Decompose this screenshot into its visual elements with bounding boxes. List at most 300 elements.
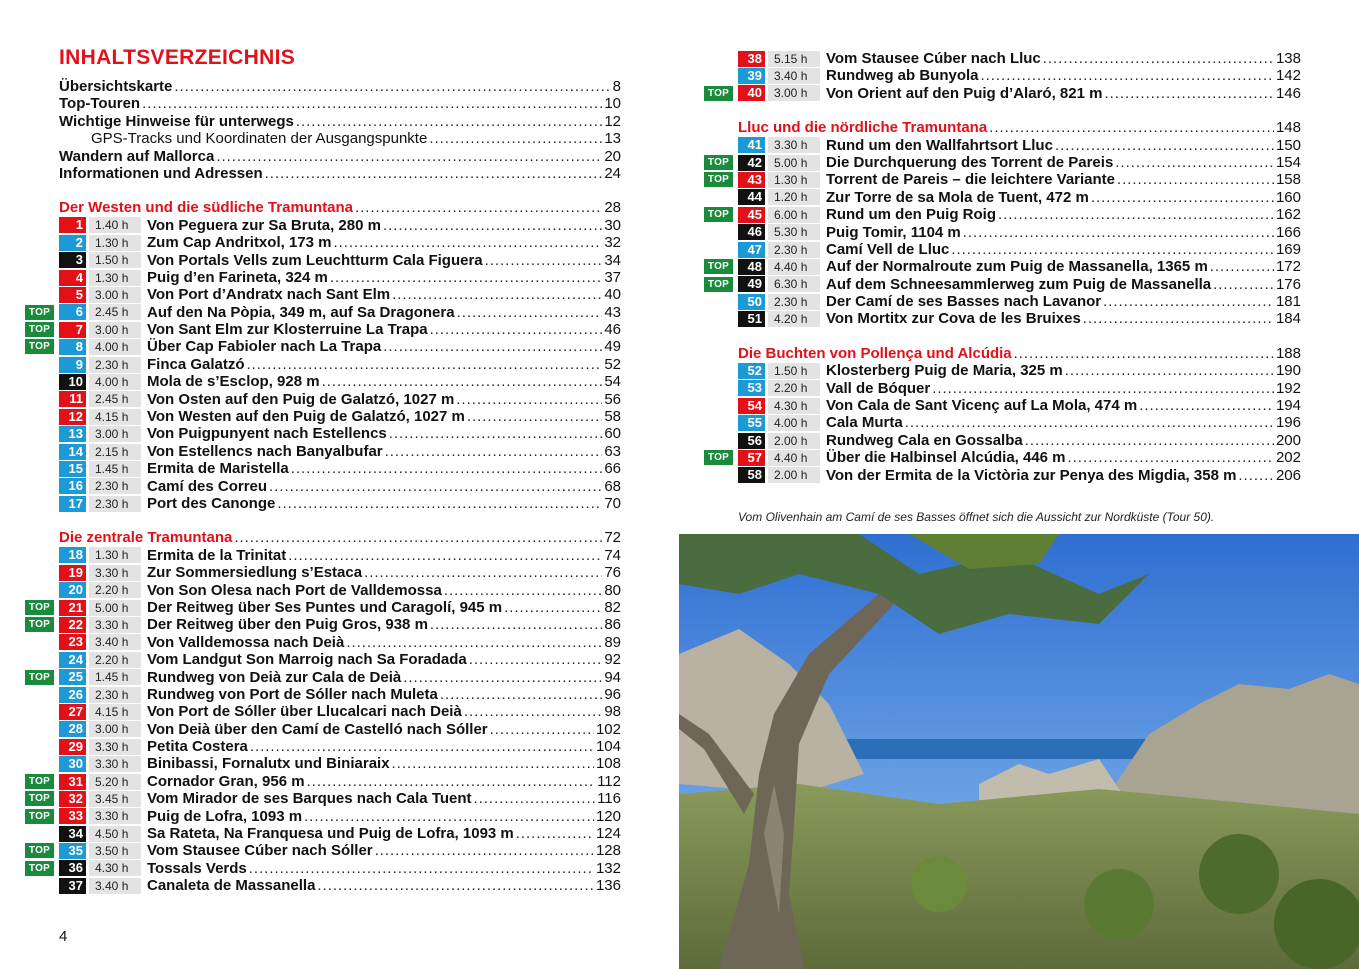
dot-leader bbox=[464, 703, 603, 720]
tour-number: 10 bbox=[59, 374, 86, 390]
tour-row bbox=[59, 425, 621, 442]
tour-number: 16 bbox=[59, 478, 86, 494]
entry-title: Camí des Correu bbox=[147, 477, 268, 495]
tour-number: 52 bbox=[738, 363, 765, 379]
entry-page: 202 bbox=[1275, 449, 1301, 467]
tour-duration: 4.30 h bbox=[89, 860, 141, 876]
tour-row bbox=[707, 171, 1301, 189]
entry-title: Sa Rateta, Na Franquesa und Puig de Lofra, 1093 m bbox=[147, 825, 514, 843]
dot-leader bbox=[403, 669, 602, 686]
tour-row bbox=[28, 842, 621, 860]
dot-leader bbox=[1055, 137, 1274, 154]
spacer bbox=[59, 182, 621, 199]
tour-number: 29 bbox=[59, 739, 86, 755]
entry-page: 206 bbox=[1275, 466, 1301, 484]
entry-title: Vall de Bóquer bbox=[826, 379, 931, 397]
tour-row bbox=[28, 859, 621, 877]
entry-title: Canaleta de Massanella bbox=[147, 877, 316, 895]
entry-page: 70 bbox=[604, 494, 621, 512]
dot-leader bbox=[1014, 345, 1274, 362]
tour-row bbox=[59, 495, 621, 512]
tour-row bbox=[59, 269, 621, 286]
entry-title: Torrent de Pareis – die leichtere Variante bbox=[826, 171, 1116, 189]
tour-number: 57 bbox=[738, 450, 765, 466]
tour-number: 27 bbox=[59, 704, 86, 720]
tour-row bbox=[738, 137, 1301, 154]
entry-page: 8 bbox=[612, 78, 621, 95]
dot-leader bbox=[457, 304, 603, 321]
tour-number: 5 bbox=[59, 287, 86, 303]
entry-page: 56 bbox=[604, 390, 621, 408]
entry-page: 20 bbox=[604, 147, 621, 165]
entry-page: 63 bbox=[604, 442, 621, 460]
tour-row bbox=[59, 373, 621, 390]
tour-row bbox=[59, 286, 621, 303]
tour-row bbox=[59, 651, 621, 668]
tour-duration: 1.30 h bbox=[89, 270, 141, 286]
dot-leader bbox=[1068, 449, 1274, 466]
tour-number: 46 bbox=[738, 224, 765, 240]
tour-number: 23 bbox=[59, 634, 86, 650]
top-badge: TOP bbox=[704, 277, 733, 292]
dot-leader bbox=[485, 252, 603, 269]
tour-duration: 3.00 h bbox=[89, 322, 141, 338]
entry-page: 166 bbox=[1275, 223, 1301, 241]
tour-row bbox=[707, 449, 1301, 467]
entry-title: Der Reitweg über Ses Puntes und Caragolí, 945 m bbox=[147, 598, 503, 616]
dot-leader bbox=[234, 529, 602, 546]
tour-number: 32 bbox=[59, 791, 86, 807]
section-heading bbox=[738, 119, 1301, 136]
dot-leader bbox=[269, 478, 602, 495]
entry-page: 28 bbox=[604, 199, 621, 217]
entry-title: Von Westen auf den Puig de Galatzó, 1027 m bbox=[147, 408, 465, 426]
entry-page: 32 bbox=[604, 234, 621, 252]
dot-leader bbox=[430, 616, 602, 633]
top-badge: TOP bbox=[704, 155, 733, 170]
tour-row bbox=[707, 258, 1301, 276]
tour-duration: 5.15 h bbox=[768, 51, 820, 67]
tour-number: 35 bbox=[59, 843, 86, 859]
tour-row bbox=[59, 755, 621, 772]
tour-row bbox=[59, 547, 621, 564]
entry-title: Vom Landgut Son Marroig nach Sa Foradada bbox=[147, 651, 467, 669]
tour-duration: 3.30 h bbox=[89, 739, 141, 755]
dot-leader bbox=[504, 599, 602, 616]
entry-page: 86 bbox=[604, 616, 621, 634]
tour-row bbox=[59, 443, 621, 460]
toc-subentry bbox=[59, 130, 621, 147]
tour-number: 30 bbox=[59, 756, 86, 772]
tour-duration: 2.20 h bbox=[768, 380, 820, 396]
page-number: 4 bbox=[59, 928, 68, 945]
dot-leader bbox=[383, 217, 602, 234]
tour-number: 42 bbox=[738, 155, 765, 171]
tour-duration: 3.45 h bbox=[89, 791, 141, 807]
dot-leader bbox=[951, 241, 1274, 258]
dot-leader bbox=[265, 165, 603, 182]
tour-number: 48 bbox=[738, 259, 765, 275]
top-badge: TOP bbox=[25, 322, 54, 337]
tour-row bbox=[59, 582, 621, 599]
entry-title: Zur Torre de sa Mola de Tuent, 472 m bbox=[826, 188, 1089, 206]
tour-duration: 4.20 h bbox=[768, 311, 820, 327]
tour-duration: 2.20 h bbox=[89, 652, 141, 668]
entry-page: 120 bbox=[595, 807, 621, 825]
dot-leader bbox=[291, 460, 603, 477]
entry-title: Von Osten auf den Puig de Galatzó, 1027 m bbox=[147, 390, 455, 408]
tour-number: 33 bbox=[59, 808, 86, 824]
entry-title: Von Deià über den Camí de Castelló nach Sóller bbox=[147, 720, 488, 738]
tour-duration: 5.20 h bbox=[89, 774, 141, 790]
entry-page: 12 bbox=[604, 112, 621, 130]
entry-title: Camí Vell de Lluc bbox=[826, 240, 950, 258]
entry-page: 60 bbox=[604, 425, 621, 443]
entry-page: 98 bbox=[604, 703, 621, 721]
entry-title: Cornador Gran, 956 m bbox=[147, 772, 305, 790]
entry-title: Auf der Normalroute zum Puig de Massanella, 1365 m bbox=[826, 258, 1208, 276]
tour-number: 7 bbox=[59, 322, 86, 338]
entry-page: 190 bbox=[1275, 362, 1301, 380]
top-badge: TOP bbox=[704, 259, 733, 274]
tour-duration: 2.30 h bbox=[768, 294, 820, 310]
tour-number: 21 bbox=[59, 600, 86, 616]
tour-duration: 3.00 h bbox=[89, 287, 141, 303]
tour-duration: 1.50 h bbox=[768, 363, 820, 379]
tour-duration: 4.00 h bbox=[768, 415, 820, 431]
tour-row bbox=[738, 293, 1301, 310]
tour-number: 22 bbox=[59, 617, 86, 633]
top-badge: TOP bbox=[25, 861, 54, 876]
top-badge: TOP bbox=[25, 339, 54, 354]
tour-number: 58 bbox=[738, 467, 765, 483]
entry-page: 54 bbox=[604, 373, 621, 391]
entry-page: 196 bbox=[1275, 414, 1301, 432]
tour-duration: 1.30 h bbox=[89, 235, 141, 251]
tour-number: 41 bbox=[738, 137, 765, 153]
tour-row bbox=[707, 275, 1301, 293]
entry-page: 43 bbox=[604, 303, 621, 321]
dot-leader bbox=[385, 443, 603, 460]
dot-leader bbox=[330, 269, 602, 286]
top-badge: TOP bbox=[704, 86, 733, 101]
tour-duration: 1.20 h bbox=[768, 189, 820, 205]
tour-row bbox=[707, 84, 1301, 102]
dot-leader bbox=[1139, 397, 1274, 414]
entry-title: Rund um den Wallfahrtsort Lluc bbox=[826, 136, 1053, 154]
tour-row bbox=[738, 241, 1301, 258]
dot-leader bbox=[1043, 50, 1274, 67]
entry-page: 128 bbox=[595, 842, 621, 860]
tour-duration: 5.00 h bbox=[768, 155, 820, 171]
tour-number: 34 bbox=[59, 826, 86, 842]
top-badge: TOP bbox=[25, 843, 54, 858]
entry-page: 200 bbox=[1275, 431, 1301, 449]
tour-row bbox=[738, 67, 1301, 84]
entry-title: Von der Ermita de la Victòria zur Penya des Migdia, 358 m bbox=[826, 466, 1237, 484]
tour-duration: 2.15 h bbox=[89, 444, 141, 460]
tour-row bbox=[28, 772, 621, 790]
tour-duration: 3.30 h bbox=[89, 808, 141, 824]
tour-duration: 3.00 h bbox=[768, 85, 820, 101]
top-badge: TOP bbox=[25, 809, 54, 824]
tour-number: 26 bbox=[59, 687, 86, 703]
entry-page: 104 bbox=[595, 738, 621, 756]
dot-leader bbox=[440, 686, 602, 703]
entry-page: 162 bbox=[1275, 206, 1301, 224]
top-badge: TOP bbox=[25, 305, 54, 320]
entry-page: 82 bbox=[604, 598, 621, 616]
dot-leader bbox=[249, 860, 594, 877]
tour-row bbox=[59, 686, 621, 703]
tour-number: 31 bbox=[59, 774, 86, 790]
entry-title: Lluc und die nördliche Tramuntana bbox=[738, 119, 988, 137]
entry-page: 132 bbox=[595, 859, 621, 877]
tour-number: 25 bbox=[59, 669, 86, 685]
tour-number: 51 bbox=[738, 311, 765, 327]
entry-page: 13 bbox=[604, 130, 621, 148]
dot-leader bbox=[490, 721, 594, 738]
entry-page: 89 bbox=[604, 633, 621, 651]
tour-duration: 3.30 h bbox=[89, 565, 141, 581]
tour-number: 56 bbox=[738, 433, 765, 449]
entry-title: Klosterberg Puig de Maria, 325 m bbox=[826, 362, 1063, 380]
tour-row bbox=[59, 217, 621, 234]
dot-leader bbox=[932, 380, 1274, 397]
dot-leader bbox=[467, 408, 602, 425]
tour-number: 39 bbox=[738, 68, 765, 84]
entry-page: 146 bbox=[1275, 84, 1301, 102]
tour-number: 11 bbox=[59, 391, 86, 407]
tour-duration: 2.00 h bbox=[768, 433, 820, 449]
entry-title: Von Orient auf den Puig d’Alaró, 821 m bbox=[826, 84, 1103, 102]
tour-row bbox=[59, 460, 621, 477]
tour-number: 17 bbox=[59, 496, 86, 512]
entry-title: Von Port de Sóller über Llucalcari nach Deià bbox=[147, 703, 462, 721]
entry-page: 124 bbox=[595, 825, 621, 843]
section-heading bbox=[738, 345, 1301, 362]
tour-row bbox=[28, 303, 621, 321]
entry-title: Zur Sommersiedlung s’Estaca bbox=[147, 564, 363, 582]
entry-page: 184 bbox=[1275, 310, 1301, 328]
toc-list-right bbox=[707, 50, 1301, 484]
tour-row bbox=[59, 721, 621, 738]
entry-title: Auf dem Schneesammlerweg zum Puig de Massanella bbox=[826, 275, 1212, 293]
entry-page: 74 bbox=[604, 546, 621, 564]
tour-number: 43 bbox=[738, 172, 765, 188]
entry-title: Über Cap Fabioler nach La Trapa bbox=[147, 338, 382, 356]
dot-leader bbox=[1091, 189, 1274, 206]
tour-duration: 2.30 h bbox=[768, 242, 820, 258]
entry-title: Petita Costera bbox=[147, 738, 248, 756]
tour-duration: 4.40 h bbox=[768, 259, 820, 275]
dot-leader bbox=[346, 634, 602, 651]
dot-leader bbox=[963, 224, 1274, 241]
tour-duration: 3.40 h bbox=[89, 634, 141, 650]
dot-leader bbox=[333, 234, 602, 251]
dot-leader bbox=[142, 95, 602, 112]
tour-duration: 3.40 h bbox=[768, 68, 820, 84]
tour-duration: 5.30 h bbox=[768, 224, 820, 240]
entry-page: 192 bbox=[1275, 379, 1301, 397]
entry-page: 138 bbox=[1275, 50, 1301, 67]
entry-page: 148 bbox=[1275, 119, 1301, 137]
dot-leader bbox=[474, 790, 596, 807]
dot-leader bbox=[1115, 154, 1274, 171]
entry-title: Cala Murta bbox=[826, 414, 903, 432]
tour-number: 28 bbox=[59, 721, 86, 737]
entry-title: Die Durchquerung des Torrent de Pareis bbox=[826, 153, 1114, 171]
top-badge: TOP bbox=[25, 617, 54, 632]
entry-title: Der Reitweg über den Puig Gros, 938 m bbox=[147, 616, 428, 634]
dot-leader bbox=[989, 119, 1274, 136]
tour-row bbox=[59, 634, 621, 651]
entry-page: 181 bbox=[1275, 293, 1301, 311]
entry-title: Top-Touren bbox=[59, 95, 141, 113]
dot-leader bbox=[516, 825, 594, 842]
entry-page: 94 bbox=[604, 668, 621, 686]
entry-title: Tossals Verds bbox=[147, 859, 247, 877]
tour-duration: 2.20 h bbox=[89, 582, 141, 598]
entry-page: 112 bbox=[597, 772, 621, 790]
entry-page: 108 bbox=[595, 755, 621, 773]
dot-leader bbox=[456, 391, 602, 408]
tour-duration: 2.30 h bbox=[89, 687, 141, 703]
entry-title: Vom Stausee Cúber nach Sóller bbox=[147, 842, 373, 860]
entry-page: 116 bbox=[597, 790, 621, 808]
dot-leader bbox=[430, 321, 603, 338]
tour-duration: 1.50 h bbox=[89, 252, 141, 268]
dot-leader bbox=[304, 808, 594, 825]
tour-row bbox=[738, 380, 1301, 397]
entry-title: Von Port d’Andratx nach Sant Elm bbox=[147, 286, 391, 304]
tour-number: 14 bbox=[59, 444, 86, 460]
tour-number: 55 bbox=[738, 415, 765, 431]
entry-title: Ermita de Maristella bbox=[147, 460, 289, 478]
entry-title: Auf den Na Pòpia, 349 m, auf Sa Dragonera bbox=[147, 303, 455, 321]
entry-page: 24 bbox=[604, 164, 621, 182]
dot-leader bbox=[1117, 171, 1274, 188]
top-badge: TOP bbox=[25, 774, 54, 789]
tour-row bbox=[59, 825, 621, 842]
entry-title: Puig de Lofra, 1093 m bbox=[147, 807, 303, 825]
entry-page: 158 bbox=[1275, 171, 1301, 189]
tour-duration: 2.30 h bbox=[89, 478, 141, 494]
entry-page: 40 bbox=[604, 286, 621, 304]
tour-number: 8 bbox=[59, 339, 86, 355]
entry-page: 160 bbox=[1275, 188, 1301, 206]
dot-leader bbox=[355, 199, 602, 216]
entry-title: Wandern auf Mallorca bbox=[59, 147, 215, 165]
dot-leader bbox=[905, 414, 1274, 431]
dot-leader bbox=[392, 755, 594, 772]
tour-number: 53 bbox=[738, 380, 765, 396]
tour-number: 4 bbox=[59, 270, 86, 286]
tour-row bbox=[59, 408, 621, 425]
tour-row bbox=[738, 397, 1301, 414]
tour-duration: 5.00 h bbox=[89, 600, 141, 616]
entry-page: 92 bbox=[604, 651, 621, 669]
dot-leader bbox=[375, 842, 594, 859]
entry-page: 52 bbox=[604, 355, 621, 373]
tour-duration: 3.00 h bbox=[89, 426, 141, 442]
tour-duration: 4.00 h bbox=[89, 339, 141, 355]
top-badge: TOP bbox=[704, 450, 733, 465]
spacer bbox=[738, 328, 1301, 345]
entry-page: 150 bbox=[1275, 136, 1301, 154]
entry-title: Der Camí de ses Basses nach Lavanor bbox=[826, 293, 1102, 311]
top-badge: TOP bbox=[25, 600, 54, 615]
tour-number: 20 bbox=[59, 582, 86, 598]
entry-page: 72 bbox=[604, 529, 621, 547]
tour-number: 45 bbox=[738, 207, 765, 223]
toc-entry bbox=[59, 165, 621, 182]
tour-row bbox=[738, 50, 1301, 67]
tour-row bbox=[59, 703, 621, 720]
tour-number: 44 bbox=[738, 189, 765, 205]
entry-title: Puig Tomir, 1104 m bbox=[826, 223, 961, 241]
entry-title: GPS-Tracks und Koordinaten der Ausgangspunkte bbox=[91, 130, 428, 148]
entry-page: 80 bbox=[604, 581, 621, 599]
dot-leader bbox=[322, 373, 603, 390]
dot-leader bbox=[1065, 362, 1274, 379]
tour-duration: 4.50 h bbox=[89, 826, 141, 842]
photo-caption: Vom Olivenhain am Camí de ses Basses öffnet sich die Aussicht zur Nordküste (Tour 50). bbox=[738, 510, 1215, 524]
dot-leader bbox=[364, 564, 602, 581]
tour-number: 19 bbox=[59, 565, 86, 581]
tour-number: 6 bbox=[59, 304, 86, 320]
dot-leader bbox=[296, 113, 602, 130]
tour-row bbox=[738, 467, 1301, 484]
landscape-photo bbox=[679, 534, 1359, 969]
tour-number: 18 bbox=[59, 547, 86, 563]
entry-title: Finca Galatzó bbox=[147, 355, 245, 373]
entry-page: 58 bbox=[604, 408, 621, 426]
entry-title: Die Buchten von Pollença und Alcúdia bbox=[738, 344, 1012, 362]
entry-title: Vom Mirador de ses Barques nach Cala Tuent bbox=[147, 790, 472, 808]
tour-number: 2 bbox=[59, 235, 86, 251]
toc-entry bbox=[59, 148, 621, 165]
entry-title: Von Puigpunyent nach Estellencs bbox=[147, 425, 387, 443]
tour-duration: 4.15 h bbox=[89, 704, 141, 720]
entry-page: 154 bbox=[1275, 153, 1301, 171]
entry-title: Über die Halbinsel Alcúdia, 446 m bbox=[826, 449, 1066, 467]
tour-row bbox=[59, 738, 621, 755]
entry-title: Von Portals Vells zum Leuchtturm Cala Figuera bbox=[147, 251, 483, 269]
entry-page: 76 bbox=[604, 564, 621, 582]
entry-title: Zum Cap Andritxol, 173 m bbox=[147, 234, 332, 252]
dot-leader bbox=[389, 425, 603, 442]
dot-leader bbox=[247, 356, 603, 373]
top-badge: TOP bbox=[704, 207, 733, 222]
tour-number: 50 bbox=[738, 294, 765, 310]
tour-number: 15 bbox=[59, 461, 86, 477]
tour-duration: 3.30 h bbox=[768, 137, 820, 153]
tour-duration: 2.30 h bbox=[89, 357, 141, 373]
top-badge: TOP bbox=[704, 172, 733, 187]
tour-duration: 3.30 h bbox=[89, 756, 141, 772]
tour-number: 49 bbox=[738, 276, 765, 292]
entry-page: 10 bbox=[604, 95, 621, 113]
dot-leader bbox=[383, 338, 602, 355]
dot-leader bbox=[1083, 310, 1274, 327]
tour-number: 24 bbox=[59, 652, 86, 668]
entry-title: Von Sant Elm zur Klosterruine La Trapa bbox=[147, 321, 428, 339]
section-heading bbox=[59, 199, 621, 216]
toc-entry bbox=[59, 95, 621, 112]
tour-row bbox=[738, 310, 1301, 327]
entry-page: 68 bbox=[604, 477, 621, 495]
